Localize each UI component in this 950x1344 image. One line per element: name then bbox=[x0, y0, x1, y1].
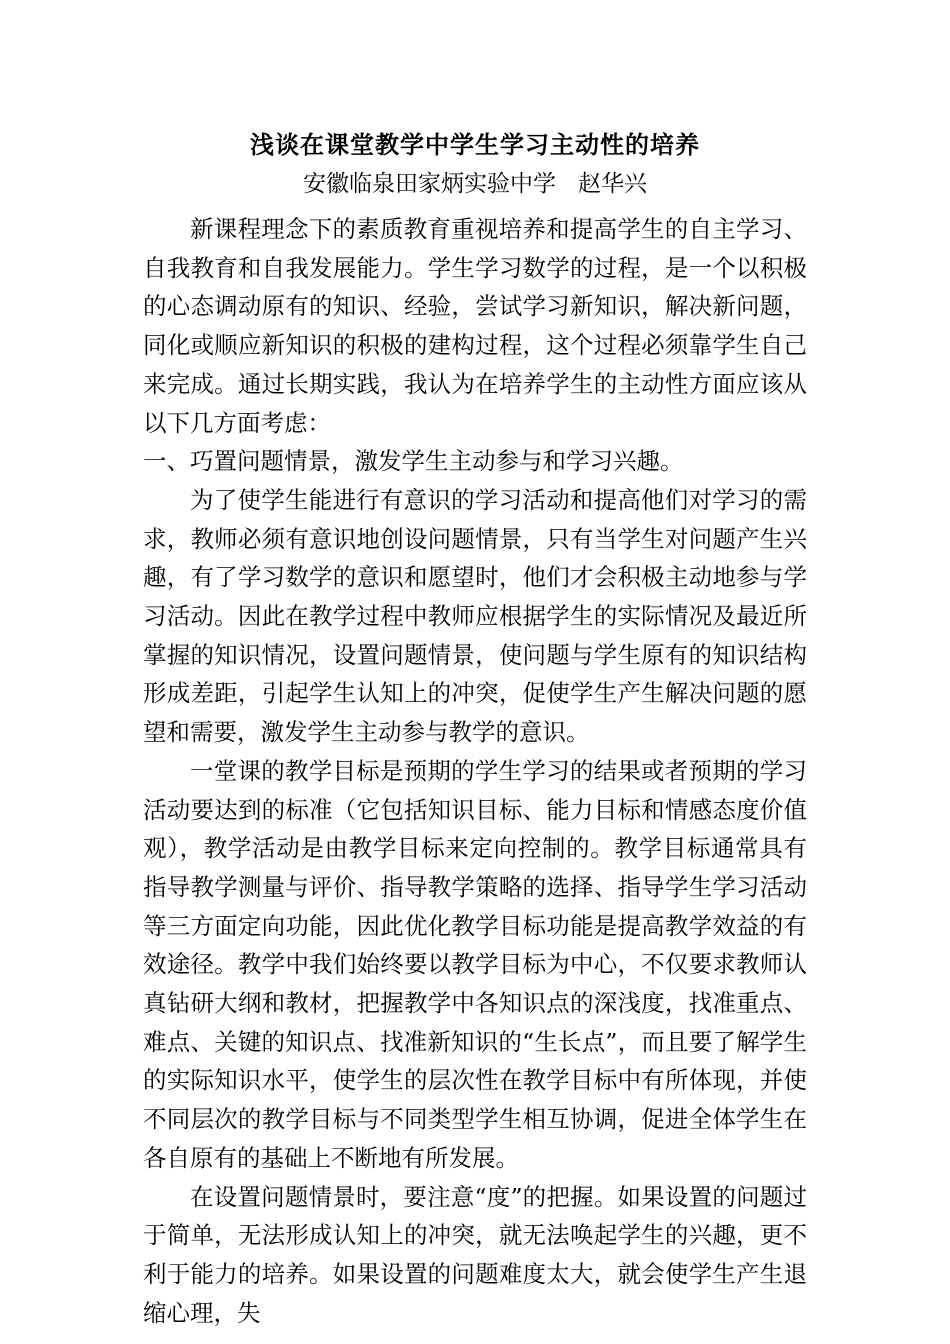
author-name: 赵华兴 bbox=[578, 171, 647, 197]
document-title: 浅谈在课堂教学中学生学习主动性的培养 bbox=[250, 130, 700, 159]
section1-paragraph-2: 一堂课的教学目标是预期的学生学习的结果或者预期的学习活动要达到的标准（它包括知识目标、能力目标和情感态度价值观），教学活动是由教学目标来定向控制的。教学目标通常具有指导教学测量与评价、指导教学策略的选择、指导学生学习活动等三方面定向功能，因此优化教学目标功能是提高教学效益的有效途径。教学中我们始终要以教学目标为中心，不仅要求教师认真钻研大纲和教材，把握教学中各知识点的深浅度，找准重点、难点、关键的知识点、找准新知识的“生长点”，而且要了解学生的实际知识水平，使学生的层次性在教学目标中有所体现，并使不同层次的教学目标与不同类型学生相互协调，促进全体学生在各自原有的基础上不断地有所发展。 bbox=[143, 756, 807, 1172]
author-line bbox=[0, 168, 950, 200]
author-school: 安徽临泉田家炳实验中学 bbox=[303, 171, 556, 197]
section-heading-1: 一、巧置问题情景，激发学生主动参与和学习兴趣。 bbox=[143, 447, 684, 476]
section1-paragraph-3: 在设置问题情景时，要注意“度”的把握。如果设置的问题过于简单，无法形成认知上的冲突，就无法唤起学生的兴趣，更不利于能力的培养。如果设置的问题难度太大，就会使学生产生退缩心理，失 bbox=[143, 1182, 807, 1327]
document-body bbox=[143, 210, 807, 1332]
intro-paragraph: 新课程理念下的素质教育重视培养和提高学生的自主学习、自我教育和自我发展能力。学生学习数学的过程，是一个以积极的心态调动原有的知识、经验，尝试学习新知识，解决新问题，同化或顺应新知识的积极的建构过程，这个过程必须靠学生自己来完成。通过长期实践，我认为在培养学生的主动性方面应该从以下几方面考虑： bbox=[143, 215, 807, 437]
section1-paragraph-1: 为了使学生能进行有意识的学习活动和提高他们对学习的需求，教师必须有意识地创设问题情景，只有当学生对问题产生兴趣，有了学习数学的意识和愿望时，他们才会积极主动地参与学习活动。因此在教学过程中教师应根据学生的实际情况及最近所掌握的知识情况，设置问题情景，使问题与学生原有的知识结构形成差距，引起学生认知上的冲突，促使学生产生解决问题的愿望和需要，激发学生主动参与教学的意识。 bbox=[143, 485, 807, 747]
